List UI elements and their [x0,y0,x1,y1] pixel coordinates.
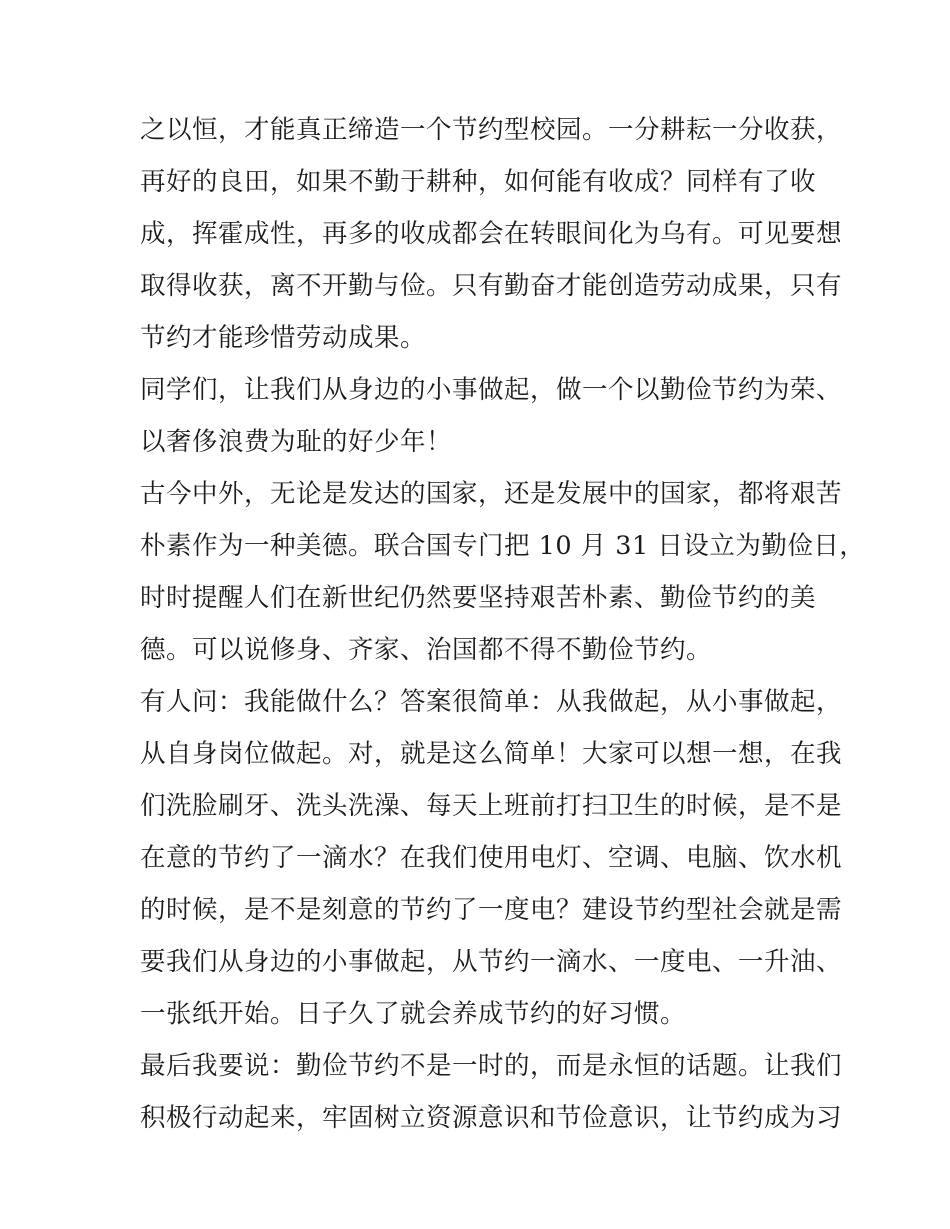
text-line: 以奢侈浪费为耻的好少年！ [140,427,453,457]
text-line: 取得收获，离不开勤与俭。只有勤奋才能创造劳动成果，只有 [140,271,843,301]
text-line: 积极行动起来，牢固树立资源意识和节俭意识，让节约成为习 [140,1103,843,1133]
text-line: 朴素作为一种美德。联合国专门把 10 月 31 日设立为勤俭日， [140,531,866,561]
text-line: 要我们从身边的小事做起，从节约一滴水、一度电、一升油、 [140,947,843,977]
document-body [140,104,866,1144]
text-line: 一张纸开始。日子久了就会养成节约的好习惯。 [140,999,687,1029]
text-line: 有人问：我能做什么？答案很简单：从我做起，从小事做起， [140,687,843,717]
text-line: 之以恒，才能真正缔造一个节约型校园。一分耕耘一分收获， [140,115,843,145]
text-line: 的时候，是不是刻意的节约了一度电？建设节约型社会就是需 [140,895,843,925]
text-line: 节约才能珍惜劳动成果。 [140,323,427,353]
text-line: 同学们，让我们从身边的小事做起，做一个以勤俭节约为荣、 [140,375,843,405]
text-line: 在意的节约了一滴水？在我们使用电灯、空调、电脑、饮水机 [140,843,843,873]
text-line: 最后我要说：勤俭节约不是一时的，而是永恒的话题。让我们 [140,1051,843,1081]
text-line: 古今中外，无论是发达的国家，还是发展中的国家，都将艰苦 [140,479,843,509]
text-line: 德。可以说修身、齐家、治国都不得不勤俭节约。 [140,635,713,665]
text-line: 成，挥霍成性，再多的收成都会在转眼间化为乌有。可见要想 [140,219,843,249]
text-line: 从自身岗位做起。对，就是这么简单！大家可以想一想，在我 [140,739,843,769]
text-line: 时时提醒人们在新世纪仍然要坚持艰苦朴素、勤俭节约的美 [140,583,817,613]
text-line: 们洗脸刷牙、洗头洗澡、每天上班前打扫卫生的时候，是不是 [140,791,843,821]
text-line: 再好的良田，如果不勤于耕种，如何能有收成？同样有了收 [140,167,817,197]
